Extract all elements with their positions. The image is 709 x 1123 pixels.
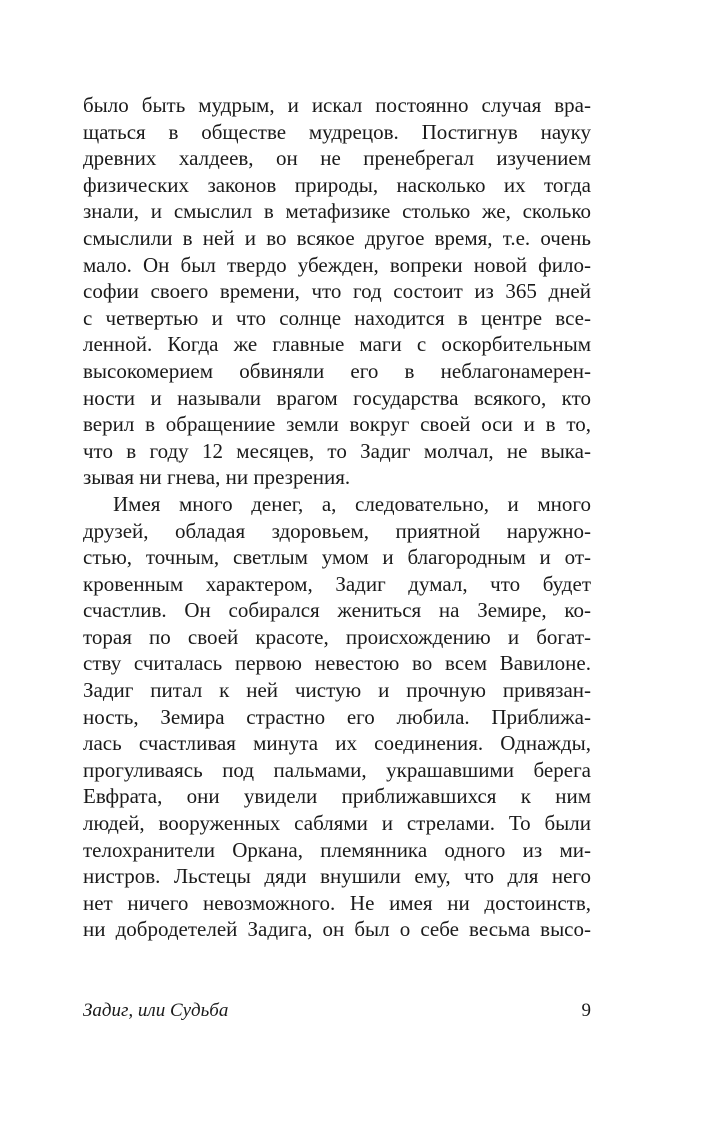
text-line: зывая ни гнева, ни презрения. bbox=[83, 465, 351, 490]
page-number: 9 bbox=[581, 1000, 591, 1021]
text-line: Имея много денег, а, следовательно, и много bbox=[113, 491, 591, 516]
text-line: знали, и смыслил в метафизике столько же, сколько bbox=[83, 199, 591, 224]
text-line: софии своего времени, что год состоит из 365 дней bbox=[83, 279, 591, 304]
text-line: лась счастливая минута их соединения. Однажды, bbox=[83, 731, 591, 756]
text-line: высокомерием обвиняли его в неблагонамерен- bbox=[83, 358, 591, 383]
text-line: ни добродетелей Задига, он был о себе весьма высо- bbox=[83, 917, 591, 942]
text-line: ству считалась первою невестою во всем Вавилоне. bbox=[83, 651, 591, 676]
text-line: нистров. Льстецы дяди внушили ему, что для него bbox=[83, 864, 591, 889]
text-line: счастлив. Он собирался жениться на Земире, ко- bbox=[83, 598, 591, 623]
text-line: смыслили в ней и во всякое другое время, т.е. очень bbox=[83, 225, 591, 250]
text-line: телохранители Оркана, племянника одного из ми- bbox=[83, 837, 591, 862]
text-line: физических законов природы, насколько их тогда bbox=[83, 172, 591, 197]
text-line: прогуливаясь под пальмами, украшавшими берега bbox=[83, 757, 591, 782]
text-line: с четвертью и что солнце находится в центре все- bbox=[83, 305, 591, 330]
text-line: мало. Он был твердо убежден, вопреки новой фило- bbox=[83, 252, 591, 277]
text-line: Задиг питал к ней чистую и прочную привязан- bbox=[83, 678, 591, 703]
text-line: верил в обращениие земли вокруг своей оси и в то, bbox=[83, 412, 591, 437]
text-line: Евфрата, они увидели приближавшихся к ним bbox=[83, 784, 591, 809]
paragraph bbox=[83, 491, 591, 943]
body-text bbox=[83, 92, 591, 943]
text-line: друзей, обладая здоровьем, приятной наружно- bbox=[83, 518, 591, 543]
text-line: нет ничего невозможного. Не имея ни достоинств, bbox=[83, 890, 591, 915]
text-line: ленной. Когда же главные маги с оскорбительным bbox=[83, 332, 591, 357]
text-line: что в году 12 месяцев, то Задиг молчал, не выка- bbox=[83, 438, 591, 463]
text-line: щаться в обществе мудрецов. Постигнув науку bbox=[83, 119, 591, 144]
text-line: кровенным характером, Задиг думал, что будет bbox=[83, 571, 591, 596]
text-line: людей, вооруженных саблями и стрелами. То были bbox=[83, 811, 591, 836]
text-line: было быть мудрым, и искал постоянно случая вра- bbox=[83, 93, 591, 117]
text-line: ность, Земира страстно его любила. Приближа- bbox=[83, 704, 591, 729]
paragraph bbox=[83, 92, 591, 491]
page-footer bbox=[83, 998, 591, 1024]
text-line: ности и называли врагом государства всякого, кто bbox=[83, 385, 591, 410]
text-line: торая по своей красоте, происхождению и богат- bbox=[83, 624, 591, 649]
text-line: древних халдеев, он не пренебрегал изучением bbox=[83, 146, 591, 171]
text-line: стью, точным, светлым умом и благородным и от- bbox=[83, 545, 591, 570]
running-title: Задиг, или Судьба bbox=[83, 1000, 229, 1021]
